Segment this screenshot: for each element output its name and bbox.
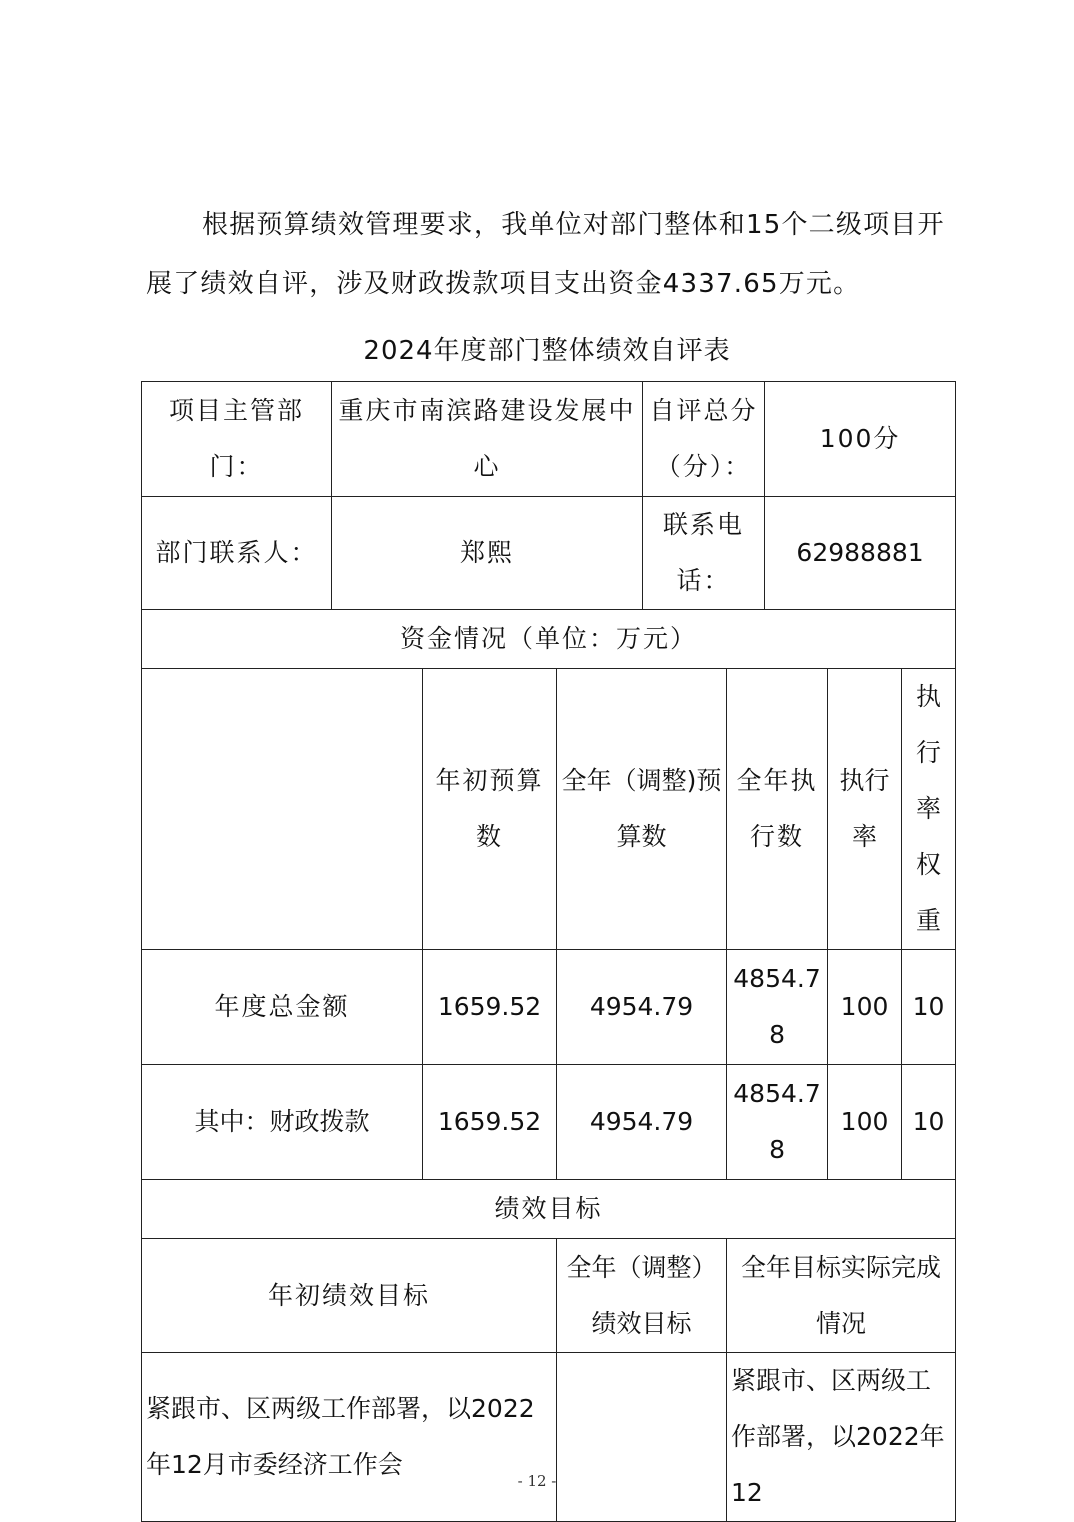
row-label: 年度总金额	[142, 950, 423, 1065]
perf-actual-text: 紧跟市、区两级工作部署，以2022年12	[727, 1353, 956, 1522]
contact-value: 郑熙	[332, 497, 643, 610]
row-rate: 100	[828, 950, 902, 1065]
performance-header-row	[142, 1239, 956, 1353]
intro-paragraph: 根据预算绩效管理要求，我单位对部门整体和15个二级项目开展了绩效自评，涉及财政拨款项目支出资金4337.65万元。	[146, 210, 945, 299]
score-value: 100分	[765, 382, 956, 497]
performance-section-row	[142, 1180, 956, 1239]
row-executed: 4854.78	[727, 950, 828, 1065]
funds-header-row	[142, 669, 956, 950]
funds-section-title: 资金情况（单位：万元）	[142, 610, 956, 669]
perf-col-actual: 全年目标实际完成情况	[727, 1239, 956, 1353]
funds-section-row	[142, 610, 956, 669]
phone-label: 联系电话：	[643, 497, 765, 610]
row-adjusted: 4954.79	[557, 950, 727, 1065]
dept-label: 项目主管部门：	[142, 382, 332, 497]
row-rate: 100	[828, 1065, 902, 1180]
table-title: 2024年度部门整体绩效自评表	[363, 336, 731, 366]
row-label: 其中：财政拨款	[142, 1065, 423, 1180]
row-initial: 1659.52	[423, 1065, 557, 1180]
funds-col-weight: 执行率权重	[902, 669, 956, 950]
row-initial: 1659.52	[423, 950, 557, 1065]
performance-section-title: 绩效目标	[142, 1180, 956, 1239]
funds-col-adjusted: 全年（调整)预算数	[557, 669, 727, 950]
page-number: - 12 -	[517, 1472, 557, 1490]
funds-col-initial: 年初预算数	[423, 669, 557, 950]
perf-col-adjusted: 全年（调整）绩效目标	[557, 1239, 727, 1353]
performance-row	[142, 1353, 956, 1522]
contact-row	[142, 497, 956, 610]
funds-col-rate: 执行率	[828, 669, 902, 950]
dept-value: 重庆市南滨路建设发展中心	[332, 382, 643, 497]
funds-col-label	[142, 669, 423, 950]
row-weight: 10	[902, 1065, 956, 1180]
funds-row-total	[142, 950, 956, 1065]
score-label: 自评总分（分）：	[643, 382, 765, 497]
performance-table	[141, 381, 956, 1522]
perf-adjusted-text	[557, 1353, 727, 1522]
dept-row	[142, 382, 956, 497]
funds-col-executed: 全年执行数	[727, 669, 828, 950]
contact-label: 部门联系人：	[142, 497, 332, 610]
phone-value: 62988881	[765, 497, 956, 610]
perf-col-initial: 年初绩效目标	[142, 1239, 557, 1353]
perf-initial-text: 紧跟市、区两级工作部署，以2022年12月市委经济工作会	[142, 1353, 557, 1522]
row-adjusted: 4954.79	[557, 1065, 727, 1180]
row-executed: 4854.78	[727, 1065, 828, 1180]
row-weight: 10	[902, 950, 956, 1065]
funds-row-fiscal	[142, 1065, 956, 1180]
